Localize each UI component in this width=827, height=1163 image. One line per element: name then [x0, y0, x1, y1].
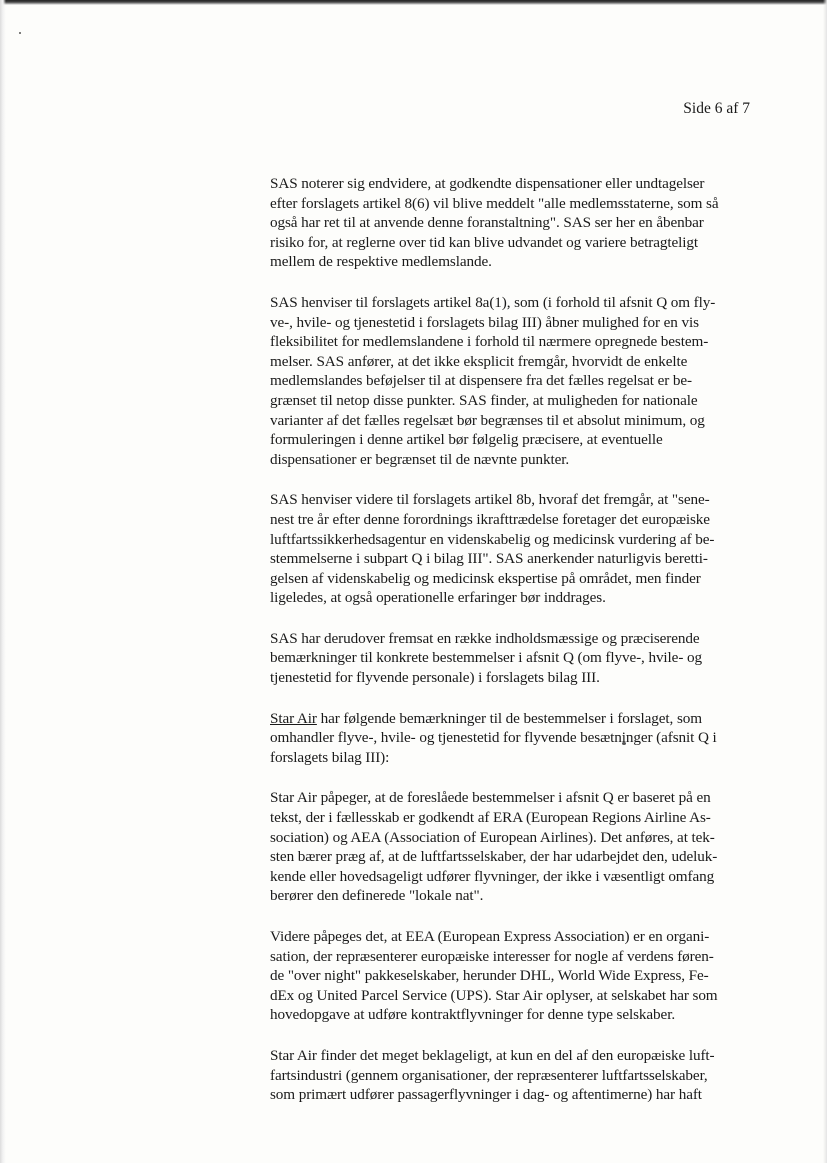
text-line: grænset til netop disse punkter. SAS finder, at muligheden for nationale [270, 391, 698, 409]
text-line: mellem de respektive medlemslande. [270, 253, 492, 271]
text-line: tekst, der i fællesskab er godkendt af ERA (European Regions Airline As- [270, 809, 711, 827]
paragraph [270, 293, 755, 469]
text-line [270, 709, 755, 729]
text-line: kende eller hovedsageligt udfører flyvninger, der ikke i væsentligt omfang [270, 867, 715, 885]
text-line: sation, der repræsenterer europæiske interesser for nogle af verdens føren- [270, 947, 714, 965]
text-line: Star Air finder det meget beklageligt, at kun en del af den europæiske luft- [270, 1046, 715, 1064]
text-line: ligeledes, at også operationelle erfaringer bør inddrages. [270, 589, 606, 607]
paragraph [270, 709, 755, 768]
document-body [270, 174, 755, 1126]
scan-edge-left [0, 0, 6, 1163]
text-line: sten bærer præg af, at de luftfartsselskaber, der har udarbejdet den, udeluk- [270, 848, 718, 866]
paragraph [270, 629, 755, 688]
scan-edge-right [823, 0, 827, 1163]
text-line: SAS har derudover fremsat en række indholdsmæssige og præciserende [270, 629, 700, 647]
text-line: gelsen af videnskabelig og medicinsk ekspertise på området, men finder [270, 569, 701, 587]
text-line: hovedopgave at udføre kontraktflyvninger for denne type selskaber. [270, 1006, 676, 1024]
underlined-company-name: Star Air [270, 709, 317, 727]
text-line: dispensationer er begrænset til de nævnte punkter. [270, 450, 570, 468]
page-number: Side 6 af 7 [683, 100, 750, 117]
text-line: SAS henviser videre til forslagets artikel 8b, hvoraf det fremgår, at "sene- [270, 491, 710, 509]
text-line: melser. SAS anfører, at det ikke eksplicit fremgår, hvorvidt de enkelte [270, 352, 688, 370]
text-line: varianter af det fælles regelsæt bør begrænses til et absolut minimum, og [270, 411, 705, 429]
text-line: SAS henviser til forslagets artikel 8a(1), som (i forhold til afsnit Q om fly- [270, 293, 716, 311]
text-line: berører den definerede "lokale nat". [270, 887, 484, 905]
text-line: forslagets bilag III): [270, 748, 390, 766]
text-line: Star Air påpeger, at de foreslåede bestemmelser i afsnit Q er baseret på en [270, 789, 711, 807]
text-line: sociation) og AEA (Association of European Airlines). Det anføres, at tek- [270, 828, 715, 846]
text-line: luftfartssikkerhedsagentur en videnskabelig og medicinsk vurdering af be- [270, 530, 715, 548]
paragraph [270, 927, 755, 1025]
text-fragment: har følgende bemærkninger til de bestemmelser i forslaget, som [316, 709, 702, 727]
paragraph [270, 490, 755, 608]
text-line: risiko for, at reglerne over tid kan blive udvandet og variere betragteligt [270, 233, 698, 251]
paragraph [270, 1046, 755, 1105]
text-line: dEx og United Parcel Service (UPS). Star Air oplyser, at selskabet har som [270, 986, 718, 1004]
text-line: stemmelserne i subpart Q i bilag III". SAS anerkender naturligvis beretti- [270, 550, 708, 568]
text-line: formuleringen i denne artikel bør følgelig præcisere, at eventuelle [270, 431, 663, 449]
text-line: som primært udfører passagerflyvninger i dag- og aftentimerne) har haft [270, 1086, 702, 1104]
text-line: omhandler flyve-, hvile- og tjenestetid for flyvende besætninger (afsnit Q i [270, 729, 717, 747]
text-line: tjenestetid for flyvende personale) i forslagets bilag III. [270, 669, 600, 687]
text-line: fleksibilitet for medlemslandene i forhold til nærmere opregnede bestem- [270, 333, 709, 351]
text-line: SAS noterer sig endvidere, at godkendte dispensationer eller undtagelser [270, 175, 705, 192]
text-line: medlemslandes beføjelser til at dispensere fra det fælles regelsat er be- [270, 372, 692, 390]
text-line: fartsindustri (gennem organisationer, der repræsenterer luftfartsselskaber, [270, 1066, 708, 1084]
scan-speck [19, 32, 21, 34]
text-line: Videre påpeges det, at EEA (European Express Association) er en organi- [270, 928, 710, 945]
text-line: bemærkninger til konkrete bestemmelser i afsnit Q (om flyve-, hvile- og [270, 649, 702, 667]
text-line: de "over night" pakkeselskaber, herunder DHL, World Wide Express, Fe- [270, 967, 709, 985]
text-line: efter forslagets artikel 8(6) vil blive meddelt "alle medlemsstaterne, som så [270, 194, 719, 212]
paragraph [270, 788, 755, 906]
scan-edge-top [0, 0, 827, 5]
text-line: også har ret til at anvende denne foranstaltning". SAS ser her en åbenbar [270, 214, 704, 232]
text-line: ve-, hvile- og tjenestetid i forslagets bilag III) åbner mulighed for en vis [270, 313, 699, 331]
text-line: nest tre år efter denne forordnings ikrafttrædelse foretager det europæiske [270, 510, 710, 528]
paragraph [270, 174, 755, 272]
